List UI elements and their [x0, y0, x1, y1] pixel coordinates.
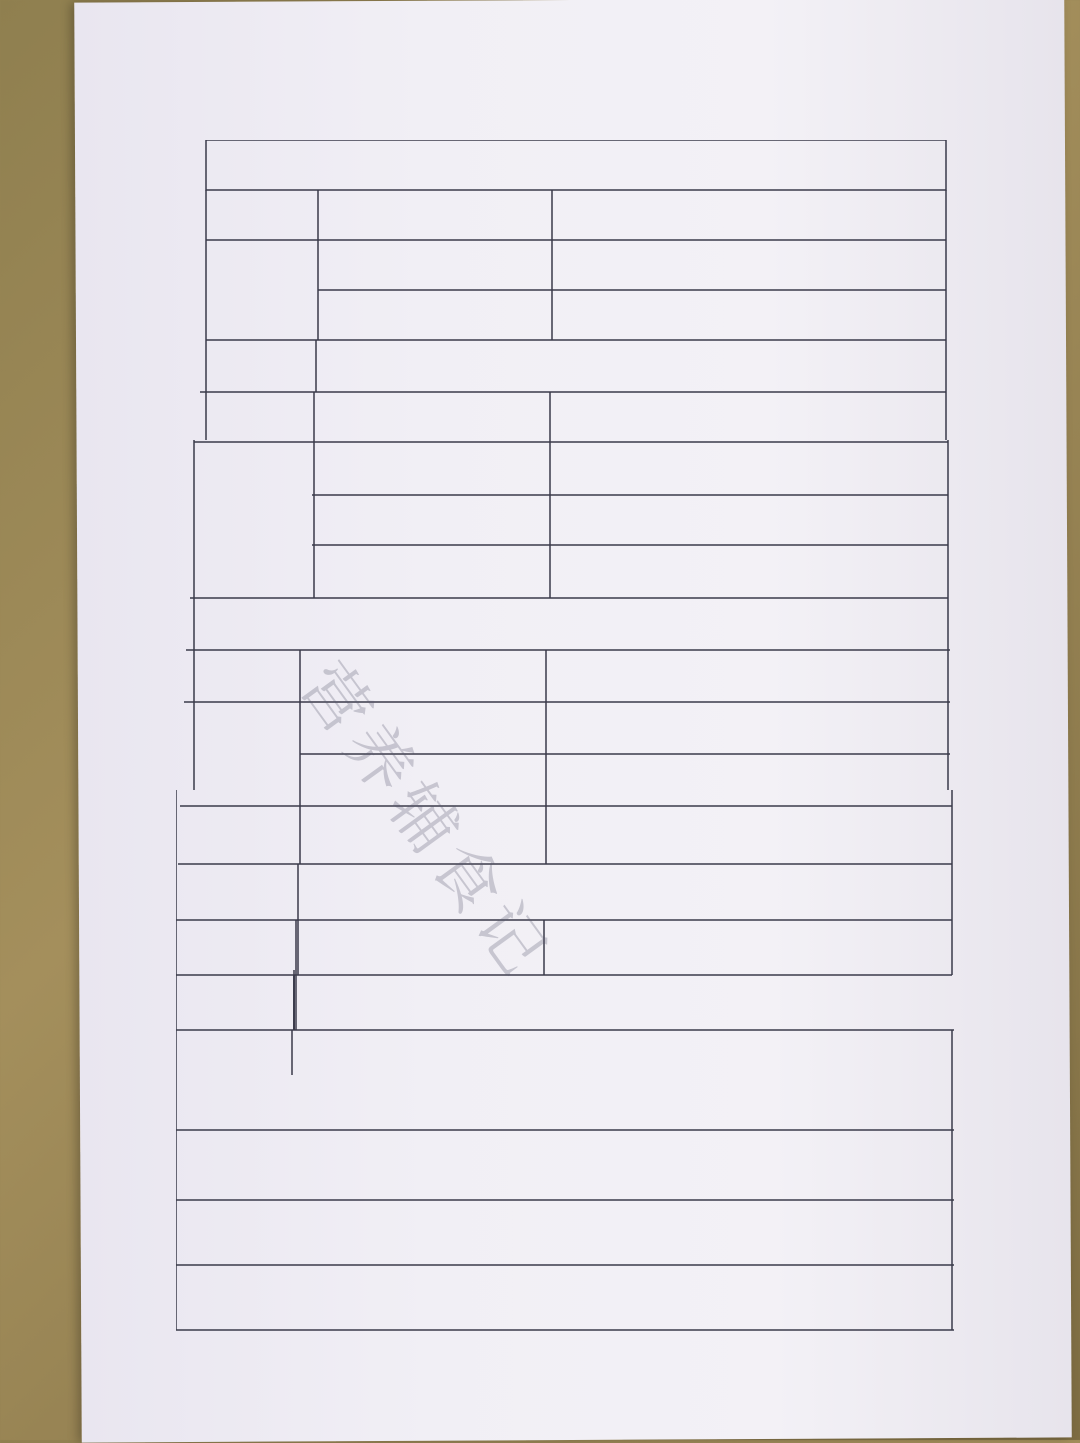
- watermark: 营养辅食记: [285, 648, 566, 994]
- meal-plan-table: [176, 140, 954, 1340]
- table-grid: [176, 140, 954, 1340]
